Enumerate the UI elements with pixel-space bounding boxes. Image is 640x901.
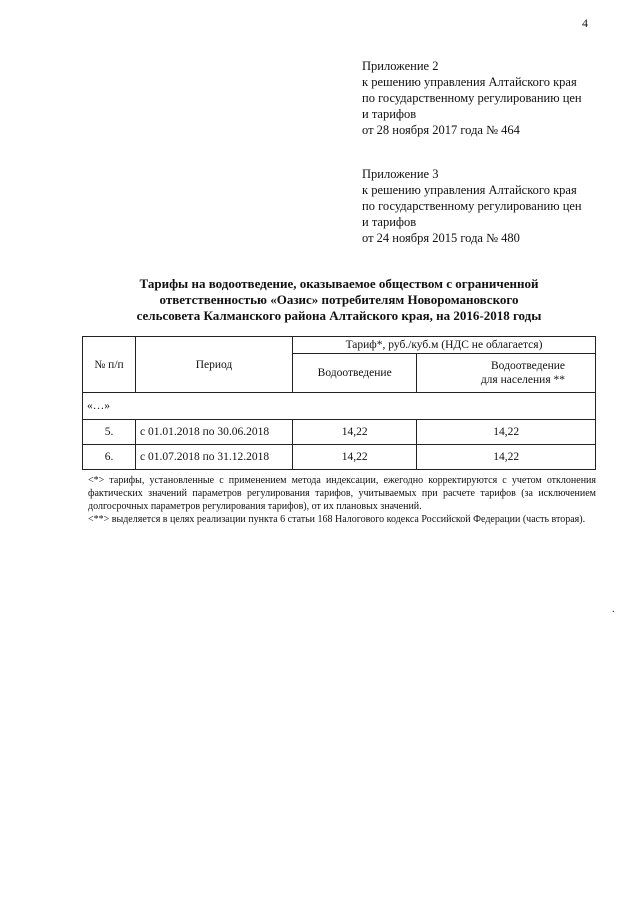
- header-tariff: Тариф*, руб./куб.м (НДС не облагается): [293, 337, 596, 354]
- ellipsis-cell: «…»: [83, 393, 596, 420]
- row-wastewater-population: 14,22: [417, 445, 596, 470]
- row-period: с 01.01.2018 по 30.06.2018: [136, 420, 293, 445]
- page-number: 4: [582, 16, 588, 30]
- footnote-1: <*> тарифы, установленные с применением метода индексации, ежегодно корректируются с учетом отклонения фактических значений параметров регулирования тарифов, учитываемых при расчете тарифов (за исключением долгосрочных параметров регулирования тарифов), от их плановых значений.: [88, 475, 596, 512]
- footnote-2: <**> выделяется в целях реализации пункта 6 статьи 168 Налогового кодекса Российской Федерации (часть вторая).: [88, 514, 586, 525]
- appendix-3-line: и тарифов: [362, 215, 417, 229]
- appendix-3-line: от 24 ноября 2015 года № 480: [362, 231, 520, 245]
- row-num: 5.: [83, 420, 136, 445]
- row-wastewater: 14,22: [293, 445, 417, 470]
- row-wastewater-population: 14,22: [417, 420, 596, 445]
- title-line: ответственностью «Оазис» потребителям Новоромановского: [159, 292, 519, 307]
- appendix-2-line: Приложение 2: [362, 59, 439, 73]
- table-row: [83, 445, 596, 470]
- row-num: 6.: [83, 445, 136, 470]
- document-title: [100, 276, 578, 324]
- appendix-3-line: Приложение 3: [362, 167, 439, 181]
- appendix-3-line: к решению управления Алтайского края: [362, 183, 577, 197]
- header-wastewater-population-line1: Водоотведение: [491, 360, 565, 372]
- header-wastewater: Водоотведение: [293, 354, 417, 393]
- header-wastewater-population-line2: для населения **: [480, 374, 565, 386]
- footnotes: [88, 474, 596, 526]
- table-header-row: [83, 337, 596, 354]
- header-num: № п/п: [83, 337, 136, 393]
- appendix-2-line: по государственному регулированию цен: [362, 91, 582, 105]
- header-wastewater-population: [417, 354, 596, 393]
- appendix-2-line: к решению управления Алтайского края: [362, 75, 577, 89]
- row-wastewater: 14,22: [293, 420, 417, 445]
- appendix-2-block: [362, 58, 612, 138]
- title-line: Тарифы на водоотведение, оказываемое обществом с ограниченной: [139, 276, 539, 291]
- ellipsis-row: [83, 393, 596, 420]
- stray-mark: .: [612, 604, 615, 615]
- title-line: сельсовета Калманского района Алтайского края, на 2016-2018 годы: [136, 308, 542, 323]
- row-period: с 01.07.2018 по 31.12.2018: [136, 445, 293, 470]
- tariff-table: [82, 336, 596, 470]
- header-period: Период: [136, 337, 293, 393]
- appendix-2-line: и тарифов: [362, 107, 417, 121]
- appendix-3-block: [362, 166, 612, 246]
- appendix-3-line: по государственному регулированию цен: [362, 199, 582, 213]
- table-row: [83, 420, 596, 445]
- appendix-2-line: от 28 ноября 2017 года № 464: [362, 123, 520, 137]
